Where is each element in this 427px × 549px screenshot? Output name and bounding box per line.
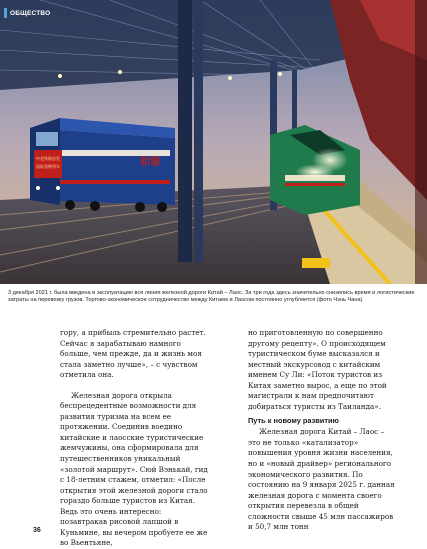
train-banner-line2: 国际货物列车 bbox=[36, 164, 60, 169]
page-number: 36 bbox=[33, 527, 41, 534]
article-column-right bbox=[248, 328, 398, 533]
train-side-logo: 和谐 bbox=[140, 157, 160, 168]
article-paragraph: гору, а прибыль стремительно растет. Сейчас я зарабатываю намного больше, чем прежде, да и жизнь моя стала заметно лучше», – с чувством отметила она. bbox=[60, 328, 206, 380]
section-accent-bar bbox=[4, 8, 7, 18]
section-tag bbox=[4, 6, 50, 20]
article-paragraph: Железная дорога открыла беспрецедентные возможности для развития туризма на всем ее протяжении. Соединив воедино китайские и лаосские туристические жемчужины, она сформировала для путешественников уникальный «золотой маршрут». Сюй Вэнькай, гид с 18-летним стажем, отметил: «После открытия этой железной дороги стало гораздо больше туристов из Китая. Ведь это очень интересно: позавтракав рисовой лапшой в Куньмине, вы вечером пробуете ее же во Вьентьяне, bbox=[60, 390, 208, 548]
article-subheading: Путь к новому развитию bbox=[248, 416, 339, 426]
section-label: ОБЩЕСТВО bbox=[10, 9, 51, 17]
article-paragraph: но приготовленную по совершенно другому рецепту». О происходящем туристическом буме высказался и местный экскурсовод с китайским именем Су Ли: «Поток туристов из Китая заметно вырос, а еще по этой магистрали к нам предпочитают добираться туристы из Таиланда». bbox=[248, 328, 387, 411]
article-paragraph: Железная дорога Китай – Лаос – это не только «катализатор» повышения уровня жизни населения, но и «новый драйвер» регионального экономического развития. По состоянию на 9 января 2025 г. данная железная дорога с момента своего открытия перевезла в общей сложности свыше 45 млн пассажиров и 50,7 млн тонн bbox=[248, 427, 395, 532]
article-column-left bbox=[60, 328, 210, 549]
photo-caption: 3 декабря 2021 г. была введена в эксплуатацию вся линия железной дороги Китай – Лаос. За три года здесь значительно снизились время и логистические затраты на перевозку грузов. Торгово-экономическое сотрудничество между Китаем и Лаосом постоянно углубляется (фото Чэнь Чана) bbox=[8, 290, 415, 303]
train-banner-line1: 中老铁路首发 bbox=[36, 156, 60, 161]
